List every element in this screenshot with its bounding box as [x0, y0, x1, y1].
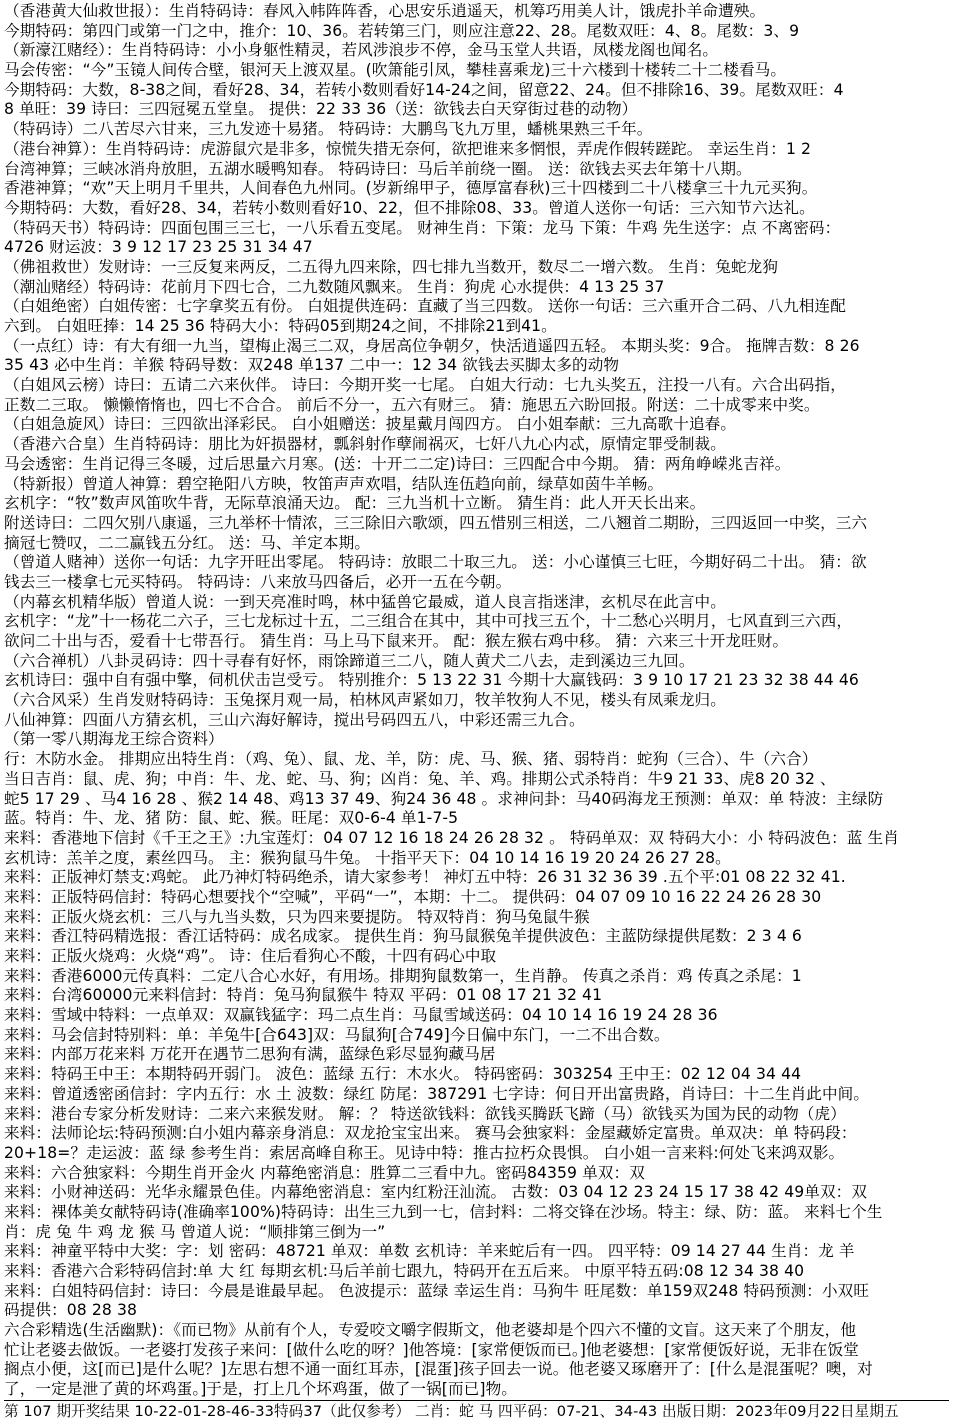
text-line: 钱去三一楼拿七元买特码。 特码诗：八来放马四备后，必开一五在今朝。: [4, 572, 512, 591]
text-line: 来料：马会信封特别料：单：羊兔牛[合643]双：马鼠狗[合749]今日偏中东门，一二不出合数。: [4, 1025, 670, 1044]
text-line: 来料：正版特码信封：特码心想要找个“空喊”，平码“一”，本期：十二。 提供码：04 07 09 10 16 22 24 26 28 30: [4, 887, 822, 906]
text-line: 今期特码：大数，看好28、34，若转小数则看好10、22，但不排除08、33。曾道人送你一句话：三六知节六达礼。: [4, 198, 815, 217]
text-line: 蛇5 17 29 、马4 16 28 、猴2 14 48、鸡13 37 49、狗24 36 48 。求神问卦：马40码海龙王预测：单双：单 特波：主绿防: [4, 789, 884, 808]
text-line: 来料：香港地下信封《千王之王》:九宝莲灯：04 07 12 16 18 24 26 28 32 。 特码单双：双 特码大小：小 特码波色：蓝 生肖: [4, 828, 899, 847]
text-line: （六合禅机）八卦灵码诗：四十寻春有好怀，雨馀蹄道三二八，随人黄犬二八去，走到溪边三九回。: [4, 651, 695, 670]
text-line: （六合风采）生肖发财特码诗：玉兔探月观一局，柏林风声紧如刀，牧羊牧狗人不见，楼头有凤乘龙归。: [4, 691, 726, 710]
text-line: （白姐急旋风）诗曰：三四欲出泽彩民。 白小姐赠送：披星戴月闯四方。 白小姐奉献：三九高歌十追春。: [4, 415, 737, 434]
text-line: （一点红）诗：有大有细一九当，望梅止渴三二双，身居高位争朝夕，快活逍遥四五轻。 本期头奖：9合。 拖牌吉数：8 26: [4, 336, 860, 355]
newspaper-sheet: [4, 2, 949, 1420]
text-line: 六合彩精选(生活幽默)：《而已物》从前有个人，专爱咬文嚼字假斯文，他老婆却是个四六不懂的文盲。这天来了个朋友，他: [4, 1321, 857, 1340]
text-line: 35 43 必中生肖：羊猴 特码导数：双248 单137 二中一：12 34 欲钱去买脚太多的动物: [4, 356, 620, 375]
text-line: 来料：香港六合彩特码信封:单 大 红 每期玄机:马后羊前七跟九，特码开在五后来。 中原平特五码:08 12 34 38 40: [4, 1262, 805, 1280]
text-body: [4, 2, 949, 1400]
text-line: 8 单旺：39 诗曰：三四冠冕五堂皇。 提供：22 33 36（送：欲钱去白天穿街过巷的动物）: [4, 100, 638, 119]
text-line: 来料：特码王中王：本期特码开弱门。 波色：蓝绿 五行：木水火。 特码密码：303254 王中王：02 12 04 34 44: [4, 1065, 802, 1084]
text-line: （特码诗）二八苦尽六甘来，三九发迹十易猪。 特码诗：大鹏鸟飞九万里，蟠桃果熟三千年。: [4, 120, 653, 139]
text-line: 来料：港台专家分析发财诗：二来六来猴发财。 解：？ 特送欲钱料：欲钱买腾跃飞蹄（马）欲钱买为国为民的动物（虎）: [4, 1104, 846, 1123]
text-line: 来料：神童平特中大奖：字：划 密码：48721 单双：单数 玄机诗：羊来蛇后有一四。 四平特：09 14 27 44 生肖：龙 羊: [4, 1242, 855, 1261]
text-line: 玄机字：“龙”十一杨花二六子，三七龙标过十五，二三组合在其中，其中可找三五个，十二愁心兴明月，七风直到三六西，: [4, 612, 853, 631]
text-line: （港台神算）：生肖特码诗：虎游鼠穴是非多，惊慌失措无奈何，欲把谁来多惘恨，弄虎作假转蹉跎。 幸运生肖：1 2: [4, 139, 812, 158]
text-line: 搁点小便，这[而已]是什么呢？]左思右想不通一面红耳赤，[混蛋]孩子回去一说。他老婆又琢磨开了：[什么是混蛋呢？噢，对: [4, 1360, 873, 1379]
text-line: 来料：白姐特码信封：诗曰：今晨是谁最早起。 色波提示：蓝绿 幸运生肖：马狗牛 旺尾数：单159双248 特码预测：小双旺: [4, 1281, 870, 1300]
text-line: 行：木防水金。 排期应出特生肖：（鸡、兔）、鼠、龙、羊，防：虎、马、猴、猪、弱特肖：蛇狗（三合）、牛（六合）: [4, 750, 818, 769]
text-line: 4726 财运波：3 9 12 17 23 25 31 34 47: [4, 238, 313, 257]
text-line: 码提供：08 28 38: [4, 1301, 138, 1320]
text-line: 来料：小财神送码：光华永耀景色佳。内幕绝密消息：室内红粉汪汕流。 古数：03 04 12 23 24 15 17 38 42 49单双：双: [4, 1183, 868, 1202]
text-line: 来料：六合独家料：今期生肖开金火 内幕绝密消息：胜算二三看中九。密码84359 单双：双: [4, 1163, 645, 1182]
text-line: 玄机诗曰：强中自有强中擎，伺机伏击岂受亏。 特别推介：5 13 22 31 今期十大赢钱码：3 9 10 17 21 23 32 38 44 46: [4, 671, 859, 690]
text-line: 来料：香江特码精选报：香江话特码：成名成家。 提供生肖：狗马鼠猴兔羊提供波色：主蓝防绿提供尾数：2 3 4 6: [4, 927, 802, 946]
text-line: （佛祖救世）发财诗：一三反复来两反，二五得九四来除，四七排九当数开，数尽二一增六数。 生肖：兔蛇龙狗: [4, 257, 779, 276]
text-line: 附送诗曰：二四欠别八康遥，三九举杯十情浓，三三除旧六歌颂，四五惜别三相送，二八翘首二期盼，三四返回一中奖，三六: [4, 513, 868, 532]
text-line: 八仙神算：四面八方猜玄机，三山六海好解诗，搅出号码四五八，中彩还需三九合。: [4, 710, 585, 729]
text-line: （特码天书）特码诗：四面包围三三七，一八乐看五变尾。 财神生肖：下策：龙马 下策：牛鸡 先生送字：点 不离密码：: [4, 218, 841, 237]
text-line: 来料：法师论坛:特码预测:白小姐内幕亲身消息：双龙抢宝宝出来。 赛马会独家料：金屋藏娇定富贵。单双决：单 特码段：: [4, 1124, 857, 1143]
text-line: 玄机诗：羔羊之度，素丝四马。 主：猴狗鼠马牛兔。 十指平天下：04 10 14 16 19 20 24 26 27 28。: [4, 848, 731, 867]
text-line: 来料：台湾60000元来料信封：特肖：兔马狗鼠猴牛 特双 平码：01 08 17 21 32 41: [4, 986, 603, 1005]
text-line: 来料：香港6000元传真料：二定八合心水好，有用场。排期狗鼠数第一，生肖静。 传真之杀肖：鸡 传真之杀尾：1: [4, 966, 802, 985]
text-line: 来料：内部万花来料 万花开在遇节二思狗有满，蓝绿色彩尽显狗藏马居: [4, 1045, 496, 1064]
text-line: 六到。 白姐旺捧：14 25 36 特码大小：特码05到期24之间，不排除21到41。: [4, 317, 557, 335]
text-line: 来料：裸体美女献特码诗(准确率100%)特码诗：出生三九到一七，信封料：二将交锋在沙场。特主：绿、防：蓝。 来料七个生: [4, 1202, 883, 1221]
text-line: 蓝。特肖：牛、龙、猪 防：鼠、蛇、猴。旺尾：双0-6-4 单1-7-5: [4, 809, 459, 828]
text-line: 来料：正版火烧玄机：三八与九当头数，只为四来要提防。 特双特肖：狗马兔鼠牛猴: [4, 907, 590, 926]
text-line: 20+18=？走运波：蓝 绿 参考生肖：索居高峰自称王。见诗中特：推古拉朽众畏惧。 白小姐一言来料:何处飞来鸿双影。: [4, 1143, 845, 1162]
footer-line: 第 107 期开奖结果 10-22-01-28-46-33特码37（此仅参考） 二肖：蛇 马 四平码：07-21、34-43 出版日期：2023年09月22日星期五: [4, 1402, 899, 1420]
text-line: 来料：雪域中特料：一点单双：双赢钱猛字：玛二点生肖：马鼠雪域送码：04 10 14 16 19 24 28 36: [4, 1006, 718, 1025]
text-line: （内幕玄机精华版）曾道人说：一到天亮准时鸣，林中猛兽它最威，道人良言指迷津，玄机尽在此言中。: [4, 592, 726, 611]
text-line: 忙让老婆去做饭。一老婆打发孩子来问：[做什么吃的呀？]他答境：[家常便饭而已。]他老婆想：[家常便饭好说，无非在饭堂: [4, 1340, 859, 1359]
text-line: 来料：曾道透密函信封：字内五行：水 土 波数：绿红 防尾：387291 七字诗：何日开出富贵路，肖诗曰：十二生肖此中间。: [4, 1084, 870, 1103]
text-line: 来料：正版火烧鸡：火烧“鸡”。 诗：住后看狗心不酸，十四有码心中取: [4, 947, 497, 965]
text-line: 香港神算；“欢”天上明月千里共，人间春色九州同。(岁新绵甲子，德厚富春秋)三十四楼到二十八楼拿三十九元买狗。: [4, 179, 818, 198]
text-line: （第一零八期海龙王综合资料）: [4, 730, 224, 749]
text-line: （潮汕赌经）特码诗：花前月下四七合，二九数随风飘来。 生肖：狗虎 心水提供：4 13 25 37: [4, 277, 665, 296]
text-line: （白姐风云榜）诗曰：五请二六来伙伴。 诗曰：今期开奖一七尾。 白姐大行动：七九头奖五，注投一八有。六合出码指，: [4, 376, 846, 395]
text-line: （特新报）曾道人神算：碧空艳阳八方映，牧笛声声欢唱，结队连伍趋向前，绿草如茵牛羊畅。: [4, 474, 664, 493]
text-line: 当日吉肖：鼠、虎、狗；中肖：牛、龙、蛇、马、狗；凶肖：兔、羊、鸡。排期公式杀特肖：牛9 21 33、虎8 20 32 、: [4, 769, 836, 788]
text-line: 正数二三取。 懒懒惰惰也，四七不合合。 前后不分一，五六有财三。 猜：施思五六盼回报。附送：二十成零来中奖。: [4, 395, 820, 414]
text-line: 了，一定是泄了黄的坏鸡蛋。]于是，打上几个坏鸡蛋，做了一锅[而已]物。: [4, 1380, 517, 1399]
text-line: 马会透密：生肖记得三冬暖，过后思量六月寒。(送：十开二二定)诗曰：三四配合中今期。 猜：两角峥嵘兆吉祥。: [4, 454, 791, 473]
text-line: 欲问二十出与否，爱看十七带吾行。 猜生肖：马上马下鼠来开。 配：猴左猴右鸡中移。 猜：六来三十开龙旺财。: [4, 632, 789, 650]
text-line: （白姐绝密）白姐传密：七字拿奖五有份。 白姐提供连码：直藏了当三四数。 送你一句话：三六重开合二码、八九相连配: [4, 297, 846, 316]
text-line: 马会传密：“今”玉镜人间传合壁，银河天上渡双星。(吹箫能引凤，攀桂喜乘龙)三十六楼到十楼转二十二楼看马。: [4, 61, 787, 80]
text-line: 摘冠七赞叹，二二赢钱五分红。 送：马、羊定本期。: [4, 533, 371, 552]
text-line: 今期特码：第四门或第一门之中，推介：10、36。若转第三门，则应注意22、28。尾数双旺：4、8。尾数：3、9: [4, 21, 800, 40]
text-line: 今期特码：大数，8-38之间，看好28、34，若转小数则看好14-24之间，留意22、24。但不排除16、39。尾数双旺：4: [4, 80, 844, 99]
text-line: 台湾神算；三峡冰消舟放胆，五湖水暖鸭知春。 特码诗曰：马后羊前绕一圈。 送：欲钱去买去年第十八期。: [4, 159, 752, 178]
text-line: 肖：虎 兔 牛 鸡 龙 猴 马 曾道人说：“顺排第三倒为一”: [4, 1222, 386, 1241]
text-line: 玄机字：“牧”数声风笛吹牛背，无际草浪涌天边。 配：三九当机十立断。 猜生肖：此人开天长出来。: [4, 494, 706, 513]
text-line: （香港六合皇）生肖特码诗：朋比为奸损器材，瓢斜射作孽闹祸灭，七奸八九心内忒，原情定罪受制裁。: [4, 435, 726, 454]
text-line: 来料：正版神灯禁支:鸡蛇。 此乃神灯特码绝杀，请大家参考！ 神灯五中特：26 31 32 36 39 .五个平:01 08 22 32 41.: [4, 868, 846, 887]
text-line: （香港黄大仙救世报）：生肖特码诗：春风入帏阵阵香，心思安乐逍遥天，机筹巧用美人计，饿虎扑羊命遭殃。: [4, 2, 766, 20]
text-line: （曾道人赌神）送你一句话：九字开旺出零尾。 特码诗：放眼二十取三九。 送：小心谨慎三七旺，今期好码二十出。 猜：欲: [4, 553, 867, 572]
text-line: （新濠江赌经）：生肖特码诗：小小身躯性精灵，若风涉浪步不停，金马玉堂人共语，凤楼龙阁也闻名。: [4, 41, 719, 60]
